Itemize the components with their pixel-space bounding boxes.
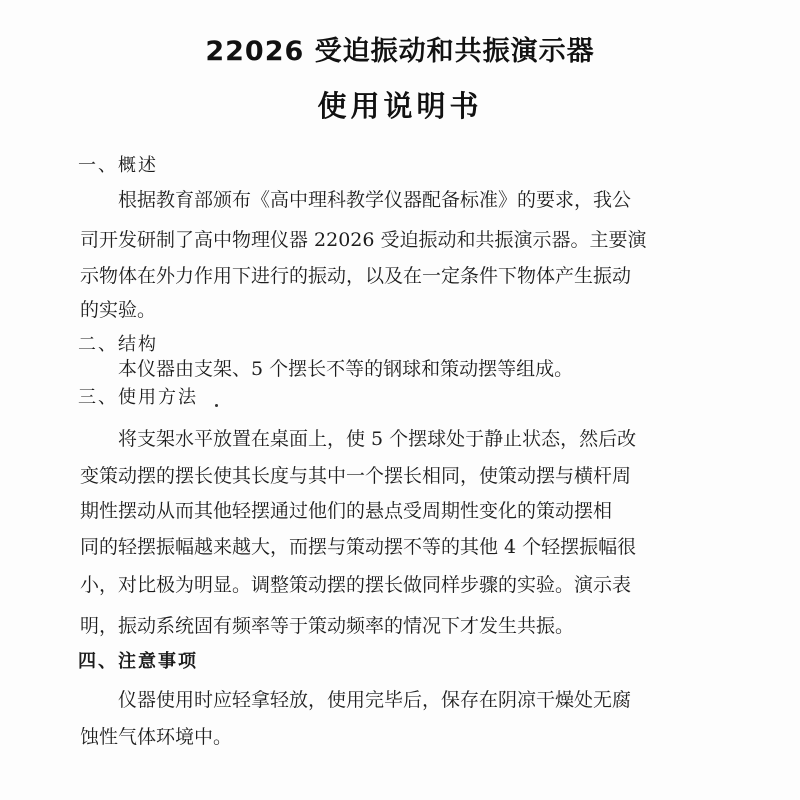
notes-line: 仪器使用时应轻拿轻放，使用完毕后，保存在阴凉干燥处无腐	[118, 689, 632, 711]
overview-line: 示物体在外力作用下进行的振动，以及在一定条件下物体产生振动	[80, 265, 632, 287]
document-subtitle: 使用说明书	[317, 89, 483, 123]
overview-line: 司开发研制了高中物理仪器 22026 受迫振动和共振演示器。主要演	[80, 229, 647, 251]
usage-line: 小，对比极为明显。调整策动摆的摆长做同样步骤的实验。演示表	[80, 574, 632, 596]
document-title: 22026 受迫振动和共振演示器	[205, 36, 595, 67]
section-heading-usage: 三、使用方法	[78, 387, 198, 408]
section-heading-overview: 一、概述	[78, 155, 158, 176]
usage-line: 将支架水平放置在桌面上，使 5 个摆球处于静止状态，然后改	[118, 428, 637, 450]
ink-dot	[215, 404, 218, 407]
section-heading-notes: 四、注意事项	[78, 651, 198, 672]
usage-line: 期性摆动从而其他轻摆通过他们的悬点受周期性变化的策动摆相	[80, 500, 613, 522]
section-heading-structure: 二、结构	[78, 334, 158, 355]
usage-line: 明，振动系统固有频率等于策动频率的情况下才发生共振。	[80, 615, 575, 637]
usage-line: 变策动摆的摆长使其长度与其中一个摆长相同，使策动摆与横杆周	[80, 465, 632, 487]
overview-line: 的实验。	[80, 299, 157, 321]
notes-line: 蚀性气体环境中。	[80, 726, 233, 748]
overview-line: 根据教育部颁布《高中理科教学仪器配备标准》的要求，我公	[118, 189, 632, 211]
structure-line: 本仪器由支架、5 个摆长不等的钢球和策动摆等组成。	[118, 358, 574, 380]
usage-line: 同的轻摆振幅越来越大，而摆与策动摆不等的其他 4 个轻摆振幅很	[80, 536, 637, 558]
